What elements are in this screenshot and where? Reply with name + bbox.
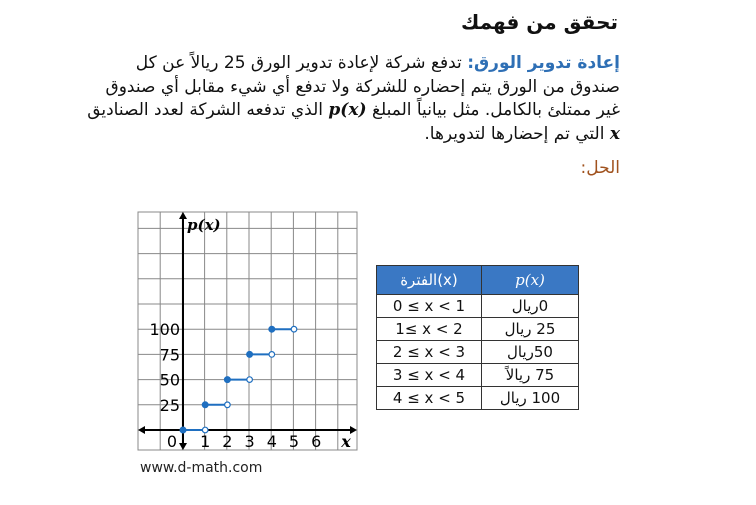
y-tick-label: 25 (159, 395, 180, 415)
variable-symbol: x (609, 123, 620, 144)
y-tick-label: 75 (159, 345, 180, 365)
x-tick-label: 5 (288, 432, 300, 451)
table-cell-interval: 2 ≤ x < 3 (377, 341, 482, 364)
open-point (247, 377, 253, 383)
y-axis-arrow-bottom (179, 443, 187, 450)
x-tick-label: 3 (244, 432, 255, 451)
open-point (269, 352, 275, 358)
page-title: تحقق من فهمك (461, 10, 618, 34)
x-tick-label: 6 (311, 432, 322, 451)
table-row (377, 387, 579, 410)
table-cell-interval: 3 ≤ x < 4 (377, 364, 482, 387)
header-value: p(x) (482, 266, 579, 295)
x-tick-label: 4 (266, 432, 277, 451)
table-cell-value: 50ريال (482, 341, 579, 364)
x-tick-label: 1 (200, 432, 211, 451)
y-tick-label: 100 (149, 320, 180, 340)
y-tick-label: 50 (159, 370, 180, 390)
problem-line-2: كل صندوق من الورق يتم إحضاره للشركة ولا تدفع أي شيء (135, 53, 620, 97)
open-point (225, 402, 231, 408)
problem-line-3: مقابل أي صندوق غير ممتلئ بالكامل. مثل بيانياً المبلغ (105, 76, 620, 120)
table-row (377, 341, 579, 364)
y-axis-label: p(x) (187, 216, 221, 234)
x-axis-label: x (341, 432, 351, 451)
problem-line-4-end: التي تم إحضارها لتدويرها. (424, 123, 605, 144)
x-tick-label: 2 (222, 432, 233, 451)
closed-point (269, 326, 275, 332)
closed-point (202, 402, 208, 408)
table-cell-interval: 1≤ x < 2 (377, 318, 482, 341)
table-cell-interval: 4 ≤ x < 5 (377, 387, 482, 410)
function-symbol: p(x) (328, 100, 367, 120)
x-axis-arrow-left (138, 426, 145, 434)
closed-point (180, 427, 186, 433)
table-cell-value: 0ريال (482, 295, 579, 318)
graph-labels (149, 216, 351, 451)
problem-label: إعادة تدوير الورق: (467, 53, 620, 73)
table-cell-value: 75 ريالاً (482, 364, 579, 387)
x-axis-arrow-right (350, 426, 357, 434)
header-interval: الفترة(x) (377, 266, 482, 295)
open-point (291, 326, 297, 332)
closed-point (247, 351, 253, 357)
table-row (377, 364, 579, 387)
x-tick-label: 0 (166, 432, 178, 451)
values-table (376, 265, 579, 410)
table-cell-value: 25 ريال (482, 318, 579, 341)
problem-line-1: تدفع شركة لإعادة تدوير الورق 25 ريالاً عن (162, 53, 462, 73)
table-row (377, 318, 579, 341)
website-text: www.d-math.com (140, 460, 263, 476)
y-axis-arrow-top (179, 212, 187, 219)
solution-label: الحل: (580, 158, 620, 178)
table-cell-value: 100 ريال (482, 387, 579, 410)
problem-line-4: الذي تدفعه الشركة لعدد الصناديق (87, 100, 324, 120)
table-row (377, 295, 579, 318)
closed-point (224, 377, 230, 383)
table-cell-interval: 0 ≤ x < 1 (377, 295, 482, 318)
